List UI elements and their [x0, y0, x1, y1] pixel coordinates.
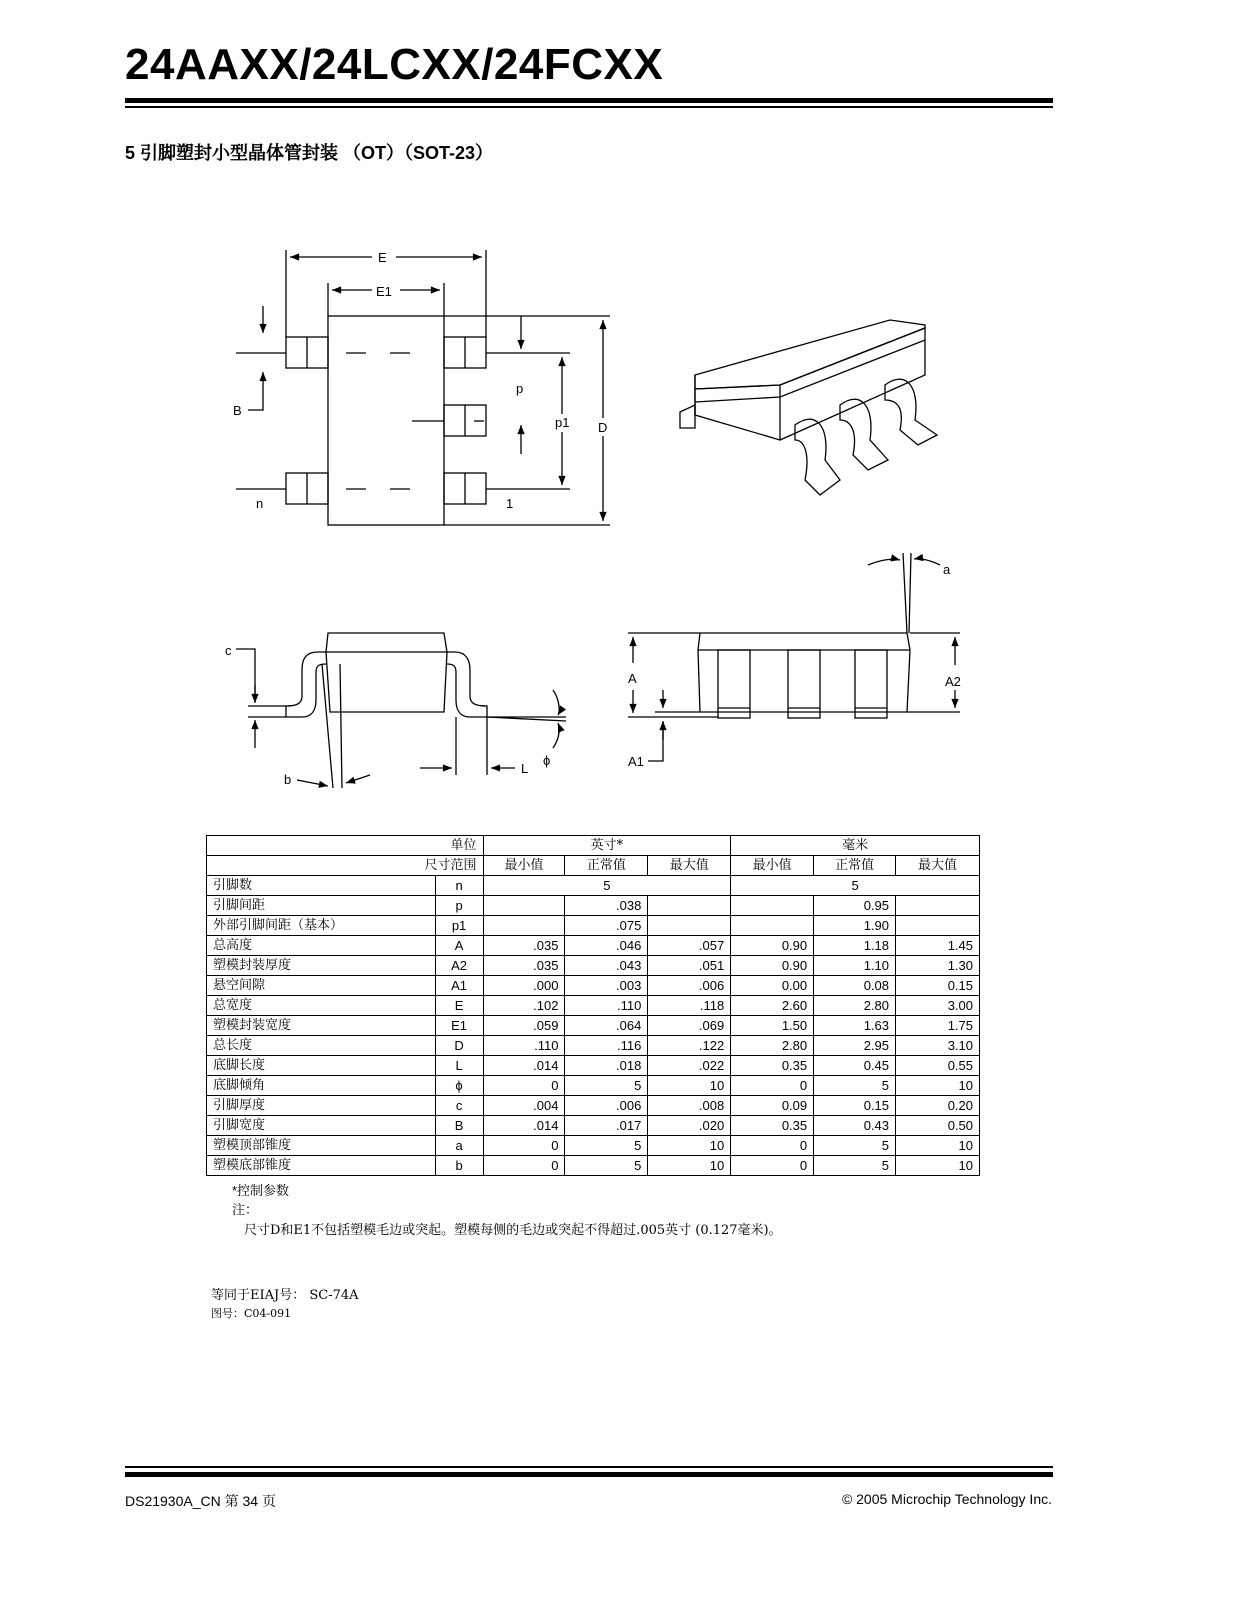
dim-label-p1: p1 — [555, 415, 570, 430]
note-text: 尺寸D和E1不包括塑模毛边或突起。塑模每侧的毛边或突起不得超过.005英寸 (0.127毫米)。 — [244, 1223, 782, 1238]
row-symbol: p1 — [435, 916, 483, 936]
row-value: .122 — [648, 1036, 731, 1056]
row-value: .075 — [565, 916, 648, 936]
row-value: 2.60 — [731, 996, 814, 1016]
dim-label-A2: A2 — [945, 674, 961, 689]
dim-label-E1: E1 — [376, 284, 392, 299]
row-value: 1.75 — [896, 1016, 980, 1036]
row-value: 5 — [814, 1156, 896, 1176]
row-value — [896, 916, 980, 936]
row-value: .006 — [648, 976, 731, 996]
row-symbol: A — [435, 936, 483, 956]
sub-header: 正常值 — [565, 856, 648, 876]
mm-header: 毫米 — [731, 836, 980, 856]
row-value: 1.18 — [814, 936, 896, 956]
row-value: 10 — [896, 1076, 980, 1096]
row-value: .020 — [648, 1116, 731, 1136]
row-value: 0.90 — [731, 956, 814, 976]
row-value: 0 — [731, 1136, 814, 1156]
sub-header: 最大值 — [648, 856, 731, 876]
table-row — [207, 1016, 980, 1036]
row-symbol: a — [435, 1136, 483, 1156]
sub-header: 最大值 — [896, 856, 980, 876]
row-value: 0 — [731, 1156, 814, 1176]
dim-label-A: A — [628, 671, 637, 686]
row-value: 1.10 — [814, 956, 896, 976]
row-value — [731, 916, 814, 936]
row-value: .003 — [565, 976, 648, 996]
row-value: 10 — [648, 1156, 731, 1176]
row-symbol: b — [435, 1156, 483, 1176]
row-value: .014 — [483, 1116, 565, 1136]
pins-mm: 5 — [731, 876, 980, 896]
row-value: 10 — [648, 1136, 731, 1156]
header-rule-thin — [125, 106, 1053, 108]
row-value: 0 — [483, 1156, 565, 1176]
row-value — [896, 896, 980, 916]
row-value: 3.10 — [896, 1036, 980, 1056]
table-row — [207, 916, 980, 936]
table-row — [207, 956, 980, 976]
row-value: 0 — [731, 1076, 814, 1096]
row-name: 塑模封装宽度 — [207, 1016, 436, 1036]
row-value: 0.95 — [814, 896, 896, 916]
dim-label-A1: A1 — [628, 754, 644, 769]
row-name: 悬空间隙 — [207, 976, 436, 996]
row-value: 0.90 — [731, 936, 814, 956]
row-value: 0.15 — [896, 976, 980, 996]
table-row — [207, 1056, 980, 1076]
row-value: 0.43 — [814, 1116, 896, 1136]
pin-1-label: 1 — [506, 496, 514, 511]
dim-label-L: L — [521, 761, 529, 776]
row-name: 引脚宽度 — [207, 1116, 436, 1136]
row-name: 塑模底部锥度 — [207, 1156, 436, 1176]
row-value: 0.35 — [731, 1116, 814, 1136]
row-symbol: A2 — [435, 956, 483, 976]
dim-label-B: B — [233, 403, 242, 418]
row-value: 1.50 — [731, 1016, 814, 1036]
pins-inch: 5 — [483, 876, 731, 896]
row-value — [648, 896, 731, 916]
row-value — [483, 896, 565, 916]
control-note: *控制参数 — [232, 1183, 290, 1198]
row-value: 0.50 — [896, 1116, 980, 1136]
note-label: 注： — [232, 1203, 259, 1218]
table-row — [207, 1096, 980, 1116]
row-symbol: D — [435, 1036, 483, 1056]
row-symbol: A1 — [435, 976, 483, 996]
row-value: 5 — [565, 1156, 648, 1176]
row-value: .110 — [483, 1036, 565, 1056]
row-value: 10 — [648, 1076, 731, 1096]
row-value: .069 — [648, 1016, 731, 1036]
row-value: 2.95 — [814, 1036, 896, 1056]
dim-label-E: E — [378, 250, 387, 265]
table-row — [207, 1156, 980, 1176]
row-value: 5 — [814, 1076, 896, 1096]
row-value: 0.55 — [896, 1056, 980, 1076]
eiaj-reference: 等同于EIAJ号： SC-74A — [211, 1288, 359, 1303]
inch-header: 英寸* — [483, 836, 731, 856]
row-name: 总宽度 — [207, 996, 436, 1016]
range-label: 尺寸范围 — [207, 856, 484, 876]
row-name: 底脚倾角 — [207, 1076, 436, 1096]
row-value: 1.90 — [814, 916, 896, 936]
sub-header: 最小值 — [483, 856, 565, 876]
dim-label-a: a — [943, 562, 951, 577]
drawing-number: 图号：C04-091 — [211, 1307, 292, 1320]
row-value — [483, 916, 565, 936]
row-symbol: E — [435, 996, 483, 1016]
row-value: .000 — [483, 976, 565, 996]
row-name: 引脚间距 — [207, 896, 436, 916]
row-value: 10 — [896, 1156, 980, 1176]
row-value: .043 — [565, 956, 648, 976]
row-name: 外部引脚间距（基本） — [207, 916, 436, 936]
row-value: .057 — [648, 936, 731, 956]
page-title: 24AAXX/24LCXX/24FCXX — [125, 40, 664, 89]
row-value: .004 — [483, 1096, 565, 1116]
dim-label-c: c — [225, 643, 232, 658]
table-row — [207, 936, 980, 956]
row-value: 1.63 — [814, 1016, 896, 1036]
row-value: .110 — [565, 996, 648, 1016]
row-value: .022 — [648, 1056, 731, 1076]
row-value: 2.80 — [731, 1036, 814, 1056]
table-row — [207, 1116, 980, 1136]
row-name: 塑模顶部锥度 — [207, 1136, 436, 1156]
row-name: 引脚厚度 — [207, 1096, 436, 1116]
row-symbol: c — [435, 1096, 483, 1116]
row-value: 0.35 — [731, 1056, 814, 1076]
dim-label-b: b — [284, 772, 292, 787]
table-row — [207, 996, 980, 1016]
row-value: .017 — [565, 1116, 648, 1136]
footer-copyright: © 2005 Microchip Technology Inc. — [841, 1491, 1052, 1507]
row-value: .014 — [483, 1056, 565, 1076]
row-name: 塑模封装厚度 — [207, 956, 436, 976]
row-value: 0 — [483, 1076, 565, 1096]
row-value: .102 — [483, 996, 565, 1016]
row-value: 5 — [565, 1136, 648, 1156]
unit-label: 单位 — [207, 836, 484, 856]
row-value: .038 — [565, 896, 648, 916]
row-name: 引脚数 — [207, 876, 436, 896]
table-row — [207, 1036, 980, 1056]
table-row — [207, 976, 980, 996]
row-value: .064 — [565, 1016, 648, 1036]
footer-rule-thin — [125, 1466, 1053, 1468]
row-value: 5 — [814, 1136, 896, 1156]
notes — [232, 1181, 782, 1241]
dim-label-p: p — [516, 381, 524, 396]
row-symbol: E1 — [435, 1016, 483, 1036]
table-row — [207, 896, 980, 916]
row-name: 底脚长度 — [207, 1056, 436, 1076]
row-value: 0.00 — [731, 976, 814, 996]
section-title: 5 引脚塑封小型晶体管封装 （OT）（SOT-23） — [125, 143, 494, 163]
row-value: 0.45 — [814, 1056, 896, 1076]
row-value: .018 — [565, 1056, 648, 1076]
row-name: 总长度 — [207, 1036, 436, 1056]
row-value: 5 — [565, 1076, 648, 1096]
dimension-table — [206, 835, 980, 1176]
row-value: 1.45 — [896, 936, 980, 956]
table-row-pins — [207, 876, 980, 896]
row-value: 0.15 — [814, 1096, 896, 1116]
row-symbol: p — [435, 896, 483, 916]
row-value: 0.20 — [896, 1096, 980, 1116]
row-value: 0 — [483, 1136, 565, 1156]
row-symbol: B — [435, 1116, 483, 1136]
dim-label-phi: ϕ — [543, 753, 551, 768]
row-value: .046 — [565, 936, 648, 956]
footer-doc-page: DS21930A_CN 第 34 页 — [125, 1493, 276, 1509]
row-value: 2.80 — [814, 996, 896, 1016]
row-value: .118 — [648, 996, 731, 1016]
dim-label-D: D — [598, 420, 608, 435]
table-row — [207, 1076, 980, 1096]
row-symbol: ϕ — [435, 1076, 483, 1096]
row-value: 0.08 — [814, 976, 896, 996]
row-value: 3.00 — [896, 996, 980, 1016]
row-value: .059 — [483, 1016, 565, 1036]
table-row — [207, 1136, 980, 1156]
row-value: .051 — [648, 956, 731, 976]
row-value: .116 — [565, 1036, 648, 1056]
row-value: 1.30 — [896, 956, 980, 976]
row-value: 10 — [896, 1136, 980, 1156]
row-value: .035 — [483, 956, 565, 976]
sub-header: 最小值 — [731, 856, 814, 876]
row-value: .006 — [565, 1096, 648, 1116]
row-value: .008 — [648, 1096, 731, 1116]
row-value — [648, 916, 731, 936]
row-value: 0.09 — [731, 1096, 814, 1116]
table-header-units — [207, 836, 980, 856]
table-header-sub — [207, 856, 980, 876]
row-value: .035 — [483, 936, 565, 956]
row-value — [731, 896, 814, 916]
row-symbol: L — [435, 1056, 483, 1076]
dim-label-n: n — [256, 496, 264, 511]
row-symbol: n — [435, 876, 483, 896]
row-name: 总高度 — [207, 936, 436, 956]
header-rule — [125, 98, 1053, 103]
footer-rule — [125, 1472, 1053, 1477]
sub-header: 正常值 — [814, 856, 896, 876]
